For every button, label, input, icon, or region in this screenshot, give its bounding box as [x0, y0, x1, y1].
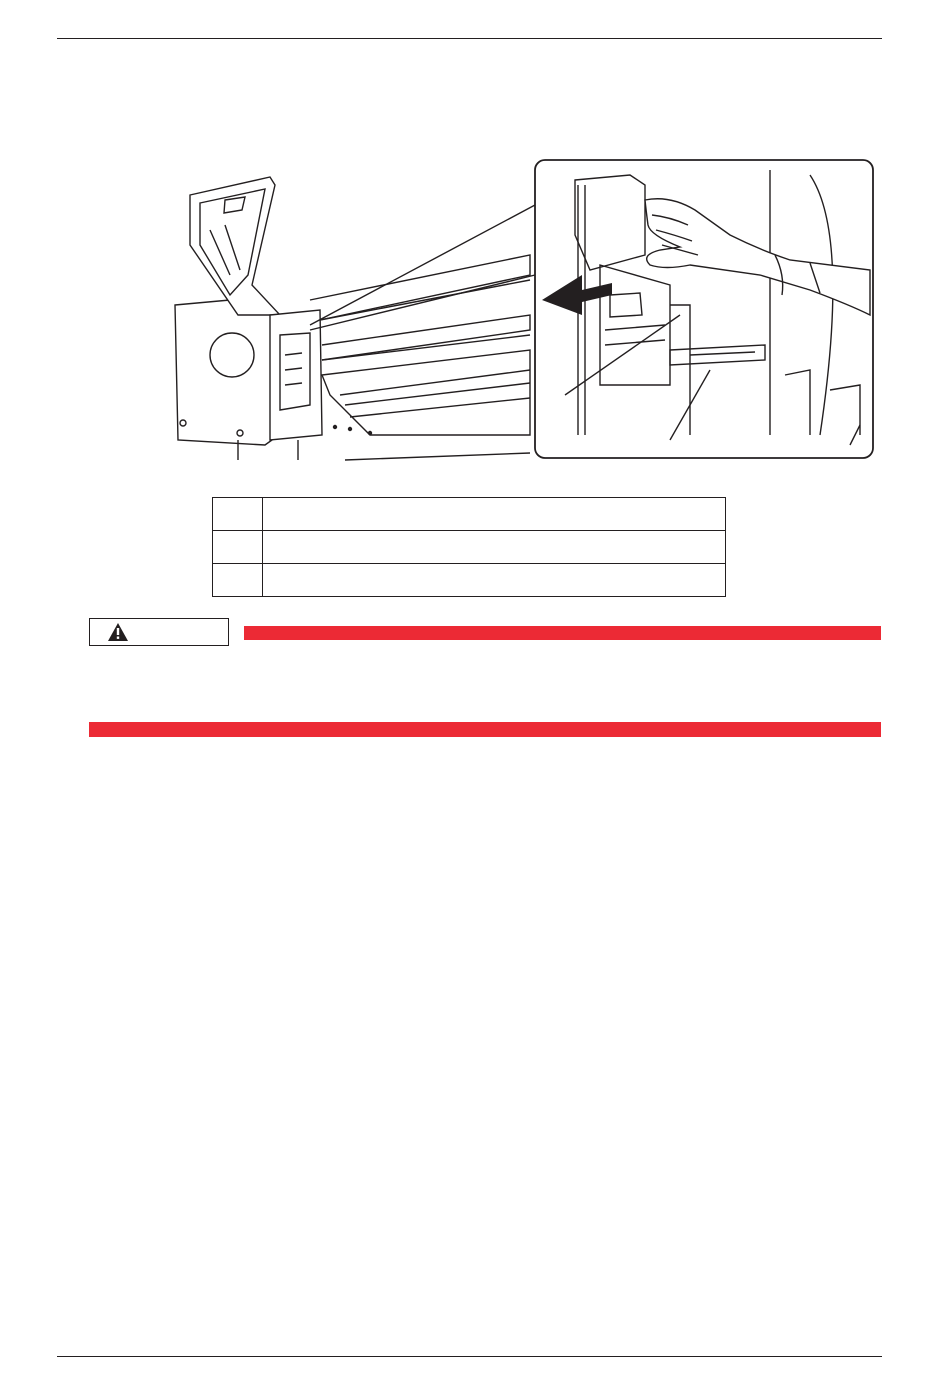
legend-text: [263, 531, 726, 564]
legend-number: [213, 564, 263, 597]
legend-row: [213, 564, 726, 597]
header-rule: [57, 38, 882, 39]
legend-row: [213, 531, 726, 564]
legend-table: [212, 497, 726, 597]
warning-top-bar: [244, 626, 881, 640]
printer-illustration: [170, 155, 880, 465]
printer-overview: [175, 177, 535, 460]
legend-text: [263, 498, 726, 531]
warning-label-box: [89, 618, 229, 646]
footer-rule: [57, 1356, 882, 1357]
legend-number: [213, 531, 263, 564]
legend-number: [213, 498, 263, 531]
warning-bottom-bar: [89, 722, 881, 737]
detail-inset: [535, 160, 873, 458]
legend-text: [263, 564, 726, 597]
legend-row: [213, 498, 726, 531]
warning-triangle-icon: [107, 622, 129, 642]
